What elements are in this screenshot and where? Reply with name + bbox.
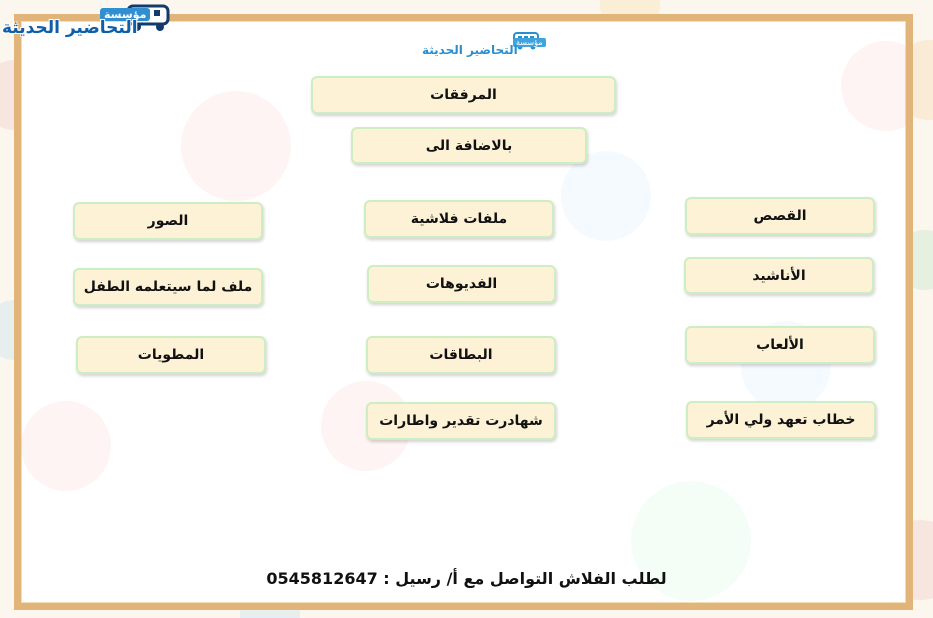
stories-box: القصص: [685, 197, 875, 235]
parent-pledge-box: خطاب تعهد ولي الأمر: [686, 401, 876, 439]
pictures-box: الصور: [73, 202, 263, 240]
center-logo-subtitle: مؤسسة: [513, 38, 546, 47]
contact-footer: لطلب الفلاش التواصل مع أ/ رسيل : 0545812647: [266, 569, 667, 588]
attachments-heading: المرفقات: [311, 76, 616, 114]
flash-files-box: ملفات فلاشية: [364, 200, 554, 238]
foldables-box: المطويات: [76, 336, 266, 374]
cards-box: البطاقات: [366, 336, 556, 374]
in-addition-heading: بالاضافة الى: [351, 127, 587, 164]
certificates-box: شهادرت تقدير واطارات: [366, 402, 556, 440]
corner-logo: [0, 0, 180, 42]
songs-box: الأناشيد: [684, 257, 874, 294]
games-box: الألعاب: [685, 326, 875, 364]
videos-box: الفديوهات: [367, 265, 556, 303]
center-logo-title: التحاضير الحديثة: [422, 43, 518, 57]
center-logo: [418, 28, 543, 62]
learning-file-box: ملف لما سيتعلمه الطفل: [73, 268, 263, 306]
corner-logo-subtitle: مؤسسة: [100, 8, 150, 21]
corner-logo-title: التحاضير الحديثة: [2, 18, 138, 38]
